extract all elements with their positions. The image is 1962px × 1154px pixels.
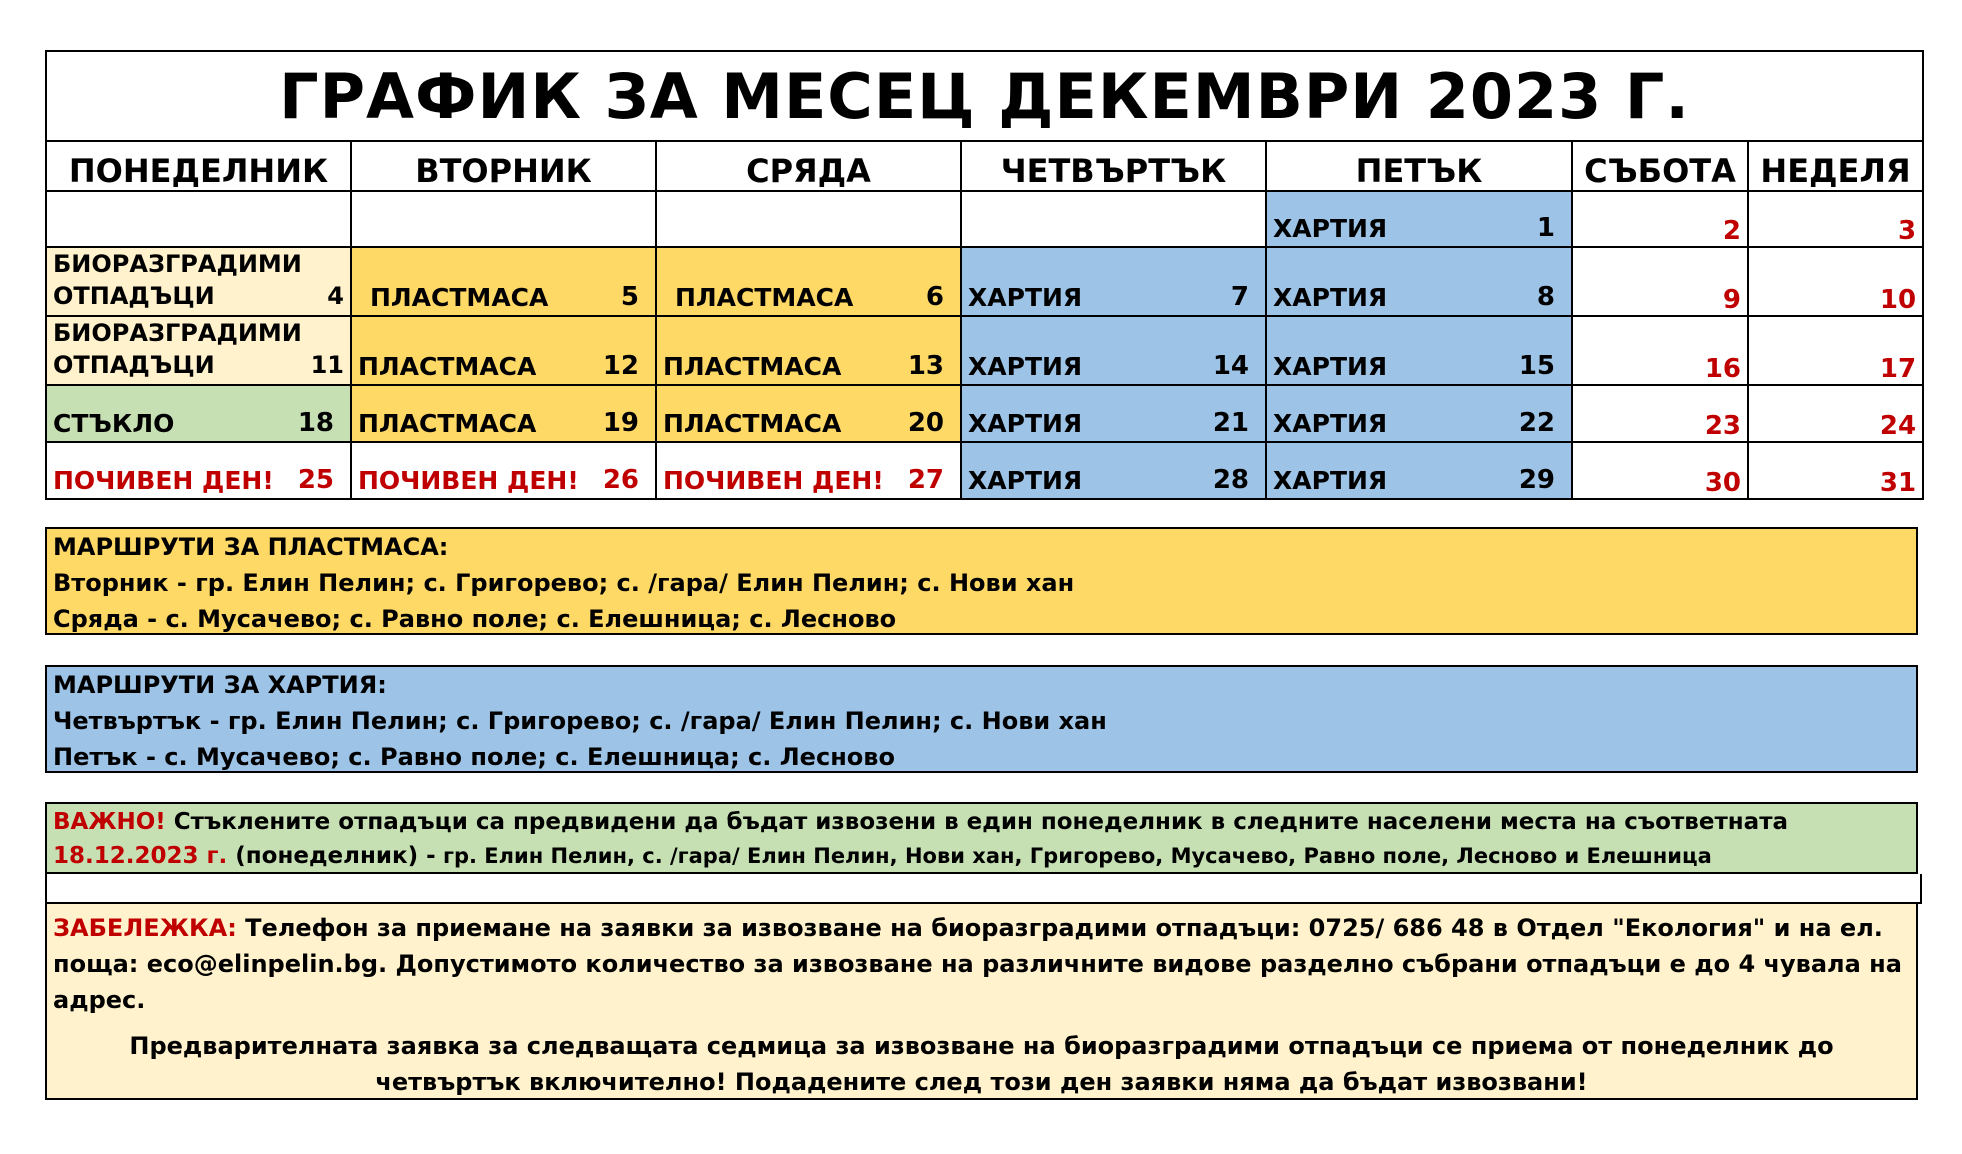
waste-type: ХАРТИЯ (968, 283, 1083, 312)
day-cell-empty (46, 191, 351, 247)
day-header-fri: ПЕТЪК (1266, 141, 1572, 191)
day-cell-paper (961, 316, 1266, 385)
spacer-row (45, 874, 1922, 904)
weekend-day-number: 9 (1572, 247, 1748, 316)
day-number: 11 (310, 351, 344, 379)
holiday-label: ПОЧИВЕН ДЕН! (53, 466, 274, 495)
glass-collection-day: (понеделник) - (227, 843, 436, 869)
plastic-routes-box (45, 527, 1918, 635)
day-number: 7 (1230, 282, 1249, 312)
day-number: 1 (1536, 213, 1555, 243)
day-cell-holiday (656, 442, 961, 499)
plastic-route-wednesday: Сряда - с. Мусачево; с. Равно поле; с. Елешница; с. Лесново (53, 605, 897, 633)
weekend-day-number: 30 (1572, 442, 1748, 499)
page-title: ГРАФИК ЗА МЕСЕЦ ДЕКЕМВРИ 2023 Г. (46, 51, 1923, 141)
important-notice-box (45, 802, 1918, 874)
week-row-1 (46, 191, 1923, 247)
plastic-routes-heading: МАРШРУТИ ЗА ПЛАСТМАСА: (53, 533, 449, 561)
schedule-calendar (45, 50, 1922, 500)
weekend-day-number: 3 (1748, 191, 1923, 247)
day-number: 18 (297, 408, 334, 438)
day-number: 22 (1518, 408, 1555, 438)
day-number: 12 (602, 351, 639, 381)
weekend-day-number: 31 (1748, 442, 1923, 499)
weekend-day-number: 23 (1572, 385, 1748, 442)
day-cell-plastic (656, 385, 961, 442)
day-number: 13 (907, 351, 944, 381)
paper-route-friday: Петък - с. Мусачево; с. Равно поле; с. Елешница; с. Лесново (53, 743, 895, 771)
day-header-row (46, 141, 1923, 191)
day-number: 26 (602, 465, 639, 495)
note-box (45, 902, 1918, 1100)
waste-type: ПЛАСТМАСА (358, 352, 537, 381)
day-cell-empty (351, 191, 656, 247)
day-number: 14 (1212, 351, 1249, 381)
day-cell-plastic (656, 247, 961, 316)
day-number: 6 (925, 282, 944, 312)
waste-type: ХАРТИЯ (1273, 352, 1388, 381)
waste-type: ПЛАСТМАСА (663, 409, 842, 438)
week-row-3 (46, 316, 1923, 385)
day-number: 8 (1536, 282, 1555, 312)
week-row-2 (46, 247, 1923, 316)
day-number: 29 (1518, 465, 1555, 495)
day-cell-holiday (46, 442, 351, 499)
day-cell-plastic (351, 247, 656, 316)
note-label: ЗАБЕЛЕЖКА: (53, 914, 237, 942)
day-cell-holiday (351, 442, 656, 499)
day-cell-plastic (656, 316, 961, 385)
waste-type: ХАРТИЯ (968, 352, 1083, 381)
waste-type: ПЛАСТМАСА (663, 352, 842, 381)
holiday-label: ПОЧИВЕН ДЕН! (358, 466, 579, 495)
waste-type: ХАРТИЯ (1273, 283, 1388, 312)
important-text: Стъклените отпадъци са предвидени да бъдат извозени в един понеделник в следните населени места на съответната (165, 809, 1789, 835)
day-number: 15 (1518, 351, 1555, 381)
paper-routes-box (45, 665, 1918, 773)
day-number: 21 (1212, 408, 1249, 438)
day-header-sun: НЕДЕЛЯ (1748, 141, 1923, 191)
day-number: 27 (907, 465, 944, 495)
day-cell-empty (961, 191, 1266, 247)
weekend-day-number: 10 (1748, 247, 1923, 316)
day-cell-plastic (351, 385, 656, 442)
day-cell-plastic (351, 316, 656, 385)
day-number: 4 (327, 282, 344, 310)
weekend-day-number: 2 (1572, 191, 1748, 247)
paper-route-thursday: Четвъртък - гр. Елин Пелин; с. Григорево; с. /гара/ Елин Пелин; с. Нови хан (53, 707, 1107, 735)
day-header-thu: ЧЕТВЪРТЪК (961, 141, 1266, 191)
note-center-text: Предварителната заявка за следващата седмица за извозване на биоразградими отпадъци се приема от понеделник до четвъртък включително! Подадените след този ден заявки няма да бъдат извозвани! (129, 1032, 1834, 1096)
day-cell-paper (1266, 316, 1572, 385)
holiday-label: ПОЧИВЕН ДЕН! (663, 466, 884, 495)
day-cell-paper (1266, 442, 1572, 499)
important-label: ВАЖНО! (53, 809, 166, 835)
weekend-day-number: 17 (1748, 316, 1923, 385)
waste-type: ХАРТИЯ (1273, 466, 1388, 495)
waste-type: БИОРАЗГРАДИМИ (53, 319, 302, 347)
day-header-mon: ПОНЕДЕЛНИК (46, 141, 351, 191)
day-cell-empty (656, 191, 961, 247)
day-number: 20 (907, 408, 944, 438)
waste-type: ПЛАСТМАСА (358, 409, 537, 438)
waste-type: БИОРАЗГРАДИМИ (53, 250, 302, 278)
day-header-tue: ВТОРНИК (351, 141, 656, 191)
day-header-wed: СРЯДА (656, 141, 961, 191)
waste-type: ОТПАДЪЦИ (53, 351, 215, 379)
day-number: 28 (1212, 465, 1249, 495)
day-cell-glass (46, 385, 351, 442)
glass-collection-date: 18.12.2023 г. (53, 843, 228, 869)
day-cell-bio (46, 247, 351, 316)
day-cell-paper (961, 385, 1266, 442)
day-cell-paper (961, 247, 1266, 316)
waste-type: СТЪКЛО (53, 409, 175, 438)
waste-type: ПЛАСТМАСА (675, 283, 854, 312)
waste-type: ХАРТИЯ (968, 409, 1083, 438)
day-number: 25 (297, 465, 334, 495)
day-number: 19 (602, 408, 639, 438)
day-cell-bio (46, 316, 351, 385)
day-cell-paper (1266, 385, 1572, 442)
note-text: Телефон за приемане на заявки за извозване на биоразградими отпадъци: 0725/ 686 48 в Отдел "Екология" и на ел. поща: eco@elinpelin.bg. Допустимото количество за извозване на различните видове разделно събрани отпадъци е до 4 чувала на адрес. (53, 914, 1902, 1014)
glass-collection-places: гр. Елин Пелин, с. /гара/ Елин Пелин, Нови хан, Григорево, Мусачево, Равно поле, Лесново и Елешница (435, 844, 1712, 868)
paper-routes-heading: МАРШРУТИ ЗА ХАРТИЯ: (53, 671, 387, 699)
weekend-day-number: 24 (1748, 385, 1923, 442)
plastic-route-tuesday: Вторник - гр. Елин Пелин; с. Григорево; с. /гара/ Елин Пелин; с. Нови хан (53, 569, 1075, 597)
day-header-sat: СЪБОТА (1572, 141, 1748, 191)
waste-type: ХАРТИЯ (1273, 409, 1388, 438)
day-cell-paper (1266, 191, 1572, 247)
week-row-4 (46, 385, 1923, 442)
day-cell-paper (961, 442, 1266, 499)
waste-type: ПЛАСТМАСА (370, 283, 549, 312)
week-row-5 (46, 442, 1923, 499)
waste-type: ХАРТИЯ (968, 466, 1083, 495)
day-cell-paper (1266, 247, 1572, 316)
weekend-day-number: 16 (1572, 316, 1748, 385)
calendar-table (45, 50, 1924, 500)
day-number: 5 (620, 282, 639, 312)
waste-type: ХАРТИЯ (1273, 214, 1388, 243)
waste-type: ОТПАДЪЦИ (53, 282, 215, 310)
